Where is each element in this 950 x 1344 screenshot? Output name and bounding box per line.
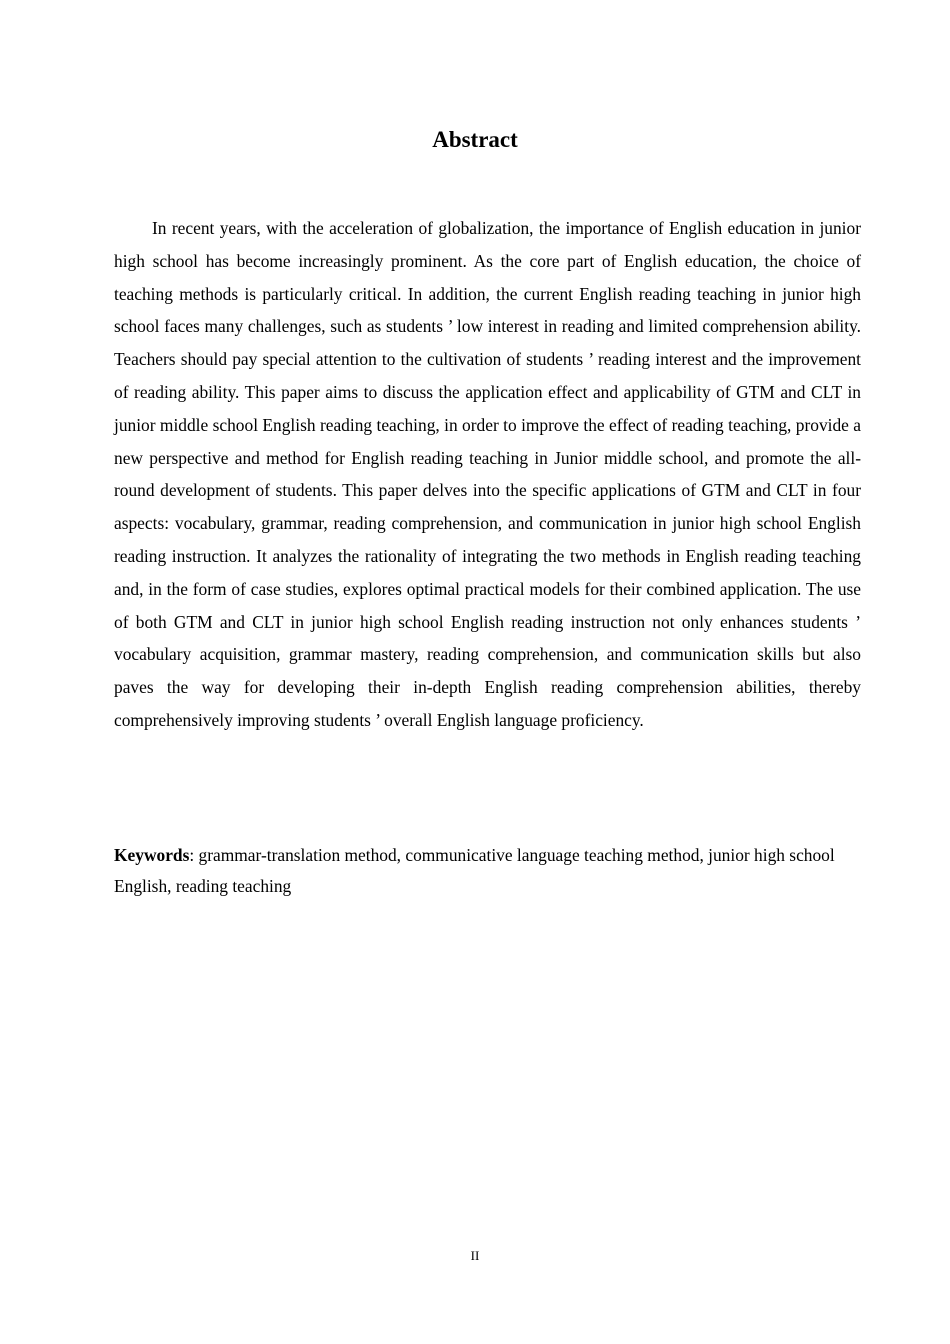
page-title: Abstract (432, 127, 518, 152)
page-number: II (470, 1248, 480, 1263)
abstract-paragraph: In recent years, with the acceleration of globalization, the importance of English education in junior high school has become increasingly prominent. As the core part of English education, the choice of teaching methods is particularly critical. In addition, the current English reading teaching in junior high school faces many challenges, such as students ’ low interest in reading and limited comprehension ability. Teachers should pay special attention to the cultivation of students ’ reading interest and the improvement of reading ability. This paper aims to discuss the application effect and applicability of GTM and CLT in junior middle school English reading teaching, in order to improve the effect of reading teaching, provide a new perspective and method for English reading teaching in Junior middle school, and promote the all-round development of students. This paper delves into the specific applications of GTM and CLT in four aspects: vocabulary, grammar, reading comprehension, and communication in junior high school English reading instruction. It analyzes the rationality of integrating the two methods in English reading teaching and, in the form of case studies, explores optimal practical models for their combined application. The use of both GTM and CLT in junior high school English reading instruction not only enhances students ’ vocabulary acquisition, grammar mastery, reading comprehension, and communication skills but also paves the way for developing their in-depth English reading comprehension abilities, thereby comprehensively improving students ’ overall English language proficiency. (114, 218, 861, 730)
keywords-label: Keywords (114, 845, 190, 865)
keywords-list: : grammar-translation method, communicative language teaching method, junior high school English, reading teaching (114, 845, 835, 896)
keywords-paragraph (114, 840, 864, 902)
